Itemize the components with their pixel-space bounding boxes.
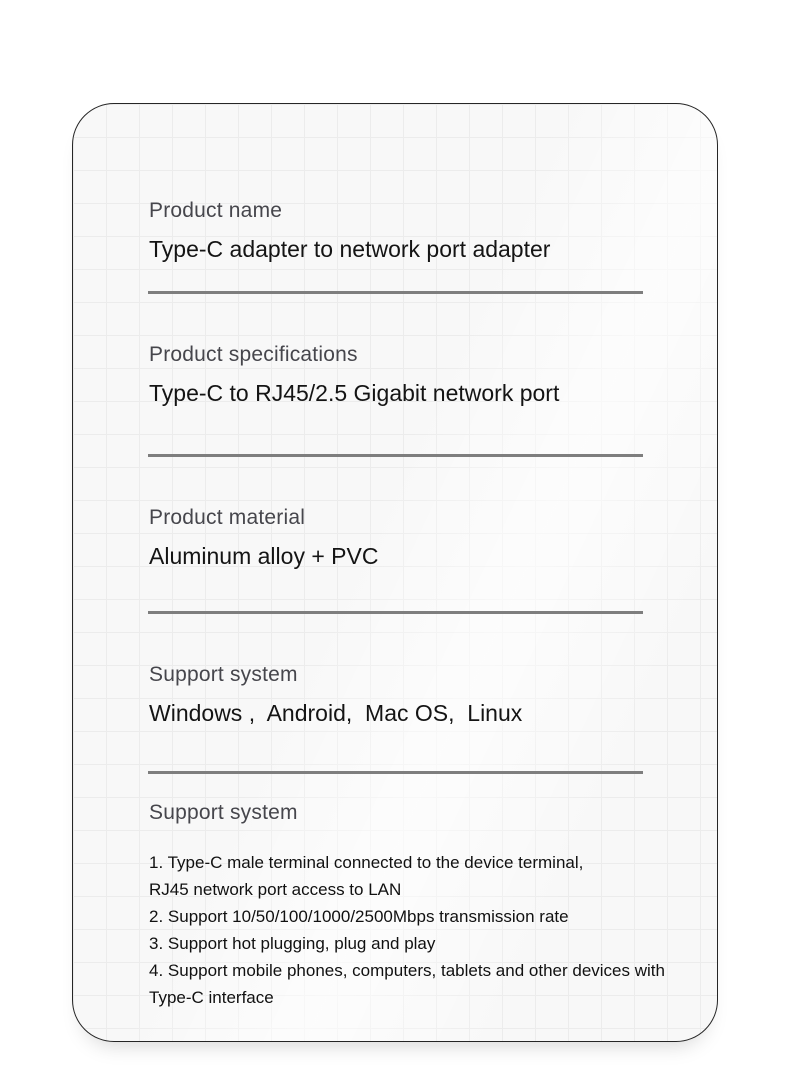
- feature-line: RJ45 network port access to LAN: [149, 880, 402, 899]
- section-features: [73, 800, 717, 1011]
- section-label-product-name: Product name: [149, 199, 283, 222]
- section-divider: [148, 611, 643, 614]
- feature-line: 1. Type-C male terminal connected to the device terminal,: [149, 853, 584, 872]
- section-divider: [148, 771, 643, 774]
- feature-line: Type-C interface: [149, 988, 274, 1007]
- section-product-material: [73, 505, 717, 570]
- product-spec-card: [72, 103, 718, 1042]
- feature-line: 3. Support hot plugging, plug and play: [149, 934, 436, 953]
- feature-list: [149, 849, 717, 1011]
- section-value-product-material: Aluminum alloy + PVC: [149, 543, 379, 569]
- section-label-product-material: Product material: [149, 506, 306, 529]
- section-support-system: [73, 662, 717, 727]
- section-label-features: Support system: [149, 801, 298, 824]
- section-label-product-specifications: Product specifications: [149, 343, 358, 366]
- section-divider: [148, 291, 643, 294]
- section-product-specifications: [73, 342, 717, 407]
- section-value-support-system: Windows , Android, Mac OS, Linux: [149, 700, 523, 726]
- section-label-support-system: Support system: [149, 663, 298, 686]
- section-divider: [148, 454, 643, 457]
- section-value-product-specifications: Type-C to RJ45/2.5 Gigabit network port: [149, 380, 560, 406]
- feature-line: 4. Support mobile phones, computers, tablets and other devices with: [149, 961, 665, 980]
- section-product-name: [73, 198, 717, 263]
- feature-line: 2. Support 10/50/100/1000/2500Mbps transmission rate: [149, 907, 569, 926]
- section-value-product-name: Type-C adapter to network port adapter: [149, 236, 551, 262]
